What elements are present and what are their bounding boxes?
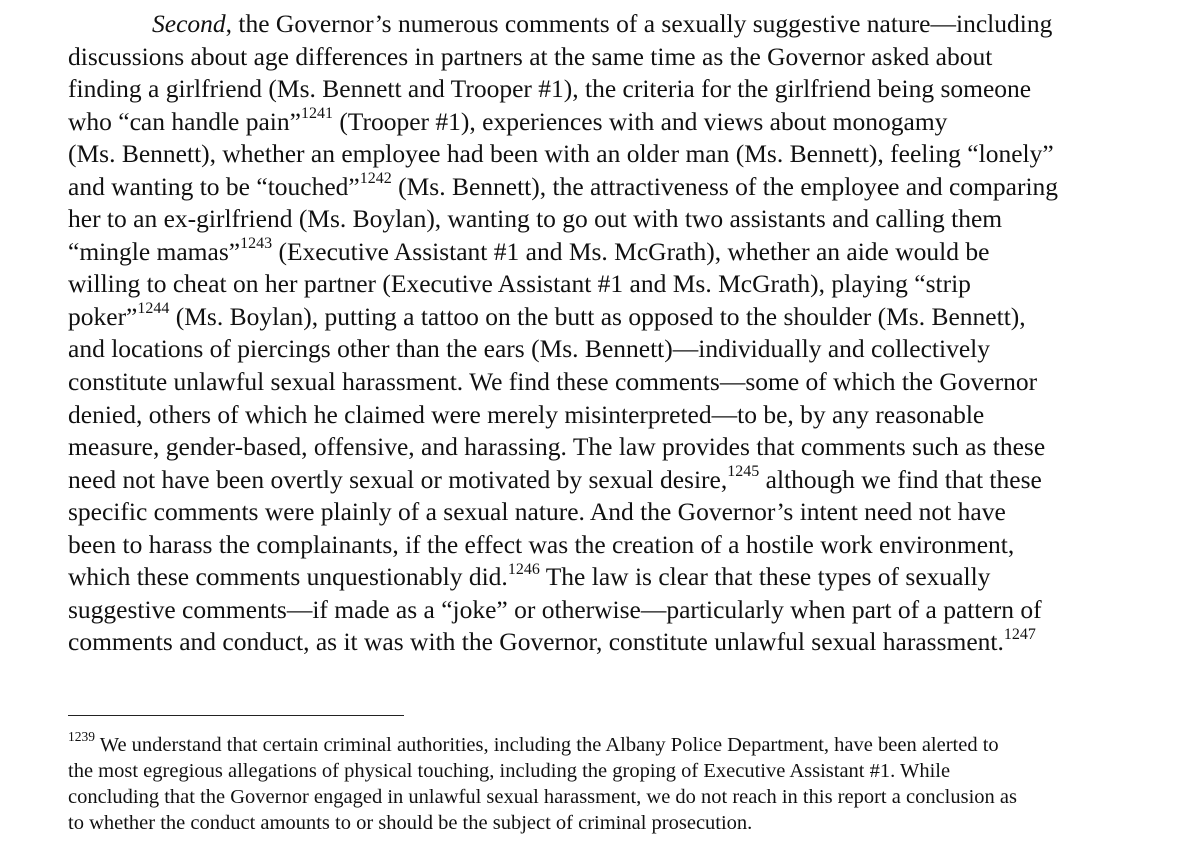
footnote-ref: 1246: [507, 560, 540, 578]
footnote-line: the most egregious allegations of physical touching, including the groping of Executive Assistant #1. While: [68, 760, 951, 782]
footnote-ref: 1243: [240, 235, 273, 253]
paragraph-line: willing to cheat on her partner (Executive Assistant #1 and Ms. McGrath), playing “strip: [68, 269, 971, 299]
paragraph-line: which these comments unquestionably did.$^{1246}$ The law is clear that these types of sexually: [68, 560, 991, 592]
footnote: [68, 729, 1192, 836]
lead-word: Second: [152, 9, 226, 38]
paragraph-line: measure, gender-based, offensive, and harassing. The law provides that comments such as these: [68, 432, 1046, 462]
body-paragraph: [68, 8, 1192, 659]
paragraph-line: (Ms. Bennett), whether an employee had been with an older man (Ms. Bennett), feeling “lonely”: [68, 139, 1054, 169]
paragraph-line: been to harass the complainants, if the effect was the creation of a hostile work environment,: [68, 529, 1015, 559]
footnote-line: to whether the conduct amounts to or should be the subject of criminal prosecution.: [68, 812, 753, 834]
footnote-ref: 1242: [359, 170, 392, 188]
paragraph-line: Second, the Governor’s numerous comments of a sexually suggestive nature—including: [152, 9, 1053, 38]
footnote-ref: 1247: [1003, 625, 1036, 643]
paragraph-line: poker”$^{1244}$ (Ms. Boylan), putting a tattoo on the butt as opposed to the shoulder (Ms. Bennett),: [68, 300, 1026, 331]
paragraph-line: and locations of piercings other than the ears (Ms. Bennett)—individually and collectively: [68, 334, 990, 364]
footnote-separator: [68, 715, 404, 716]
footnote-line: concluding that the Governor engaged in unlawful sexual harassment, we do not reach in this report a conclusion as: [68, 786, 1017, 808]
paragraph-line: comments and conduct, as it was with the Governor, constitute unlawful sexual harassment.$^{1247}$: [68, 625, 1036, 657]
paragraph-line: discussions about age differences in partners at the same time as the Governor asked about: [68, 41, 993, 71]
footnote-ref: 1244: [137, 300, 170, 318]
paragraph-line: suggestive comments—if made as a “joke” or otherwise—particularly when part of a pattern of: [68, 594, 1042, 624]
paragraph-line: need not have been overtly sexual or motivated by sexual desire,$^{1245}$ although we find that these: [68, 463, 1042, 494]
footnote-number: 1239: [68, 729, 95, 745]
paragraph-line: and wanting to be “touched”$^{1242}$ (Ms. Bennett), the attractiveness of the employee and comparing: [68, 170, 1059, 201]
paragraph-line: “mingle mamas”$^{1243}$ (Executive Assistant #1 and Ms. McGrath), whether an aide would be: [68, 235, 990, 266]
paragraph-line: who “can handle pain”$^{1241}$ (Trooper #1), experiences with and views about monogamy: [68, 105, 948, 136]
paragraph-line: finding a girlfriend (Ms. Bennett and Trooper #1), the criteria for the girlfriend being someone: [68, 74, 1032, 104]
footnote-line: $^{1239}$ We understand that certain criminal authorities, including the Albany Police Department, have been alerted to: [68, 729, 999, 756]
footnote-ref: 1241: [300, 105, 333, 123]
paragraph-line: her to an ex-girlfriend (Ms. Boylan), wanting to go out with two assistants and calling them: [68, 204, 1003, 234]
paragraph-line: specific comments were plainly of a sexual nature. And the Governor’s intent need not have: [68, 497, 1006, 527]
footnote-ref: 1245: [727, 463, 760, 481]
paragraph-line: denied, others of which he claimed were merely misinterpreted—to be, by any reasonable: [68, 399, 985, 429]
paragraph-line: constitute unlawful sexual harassment. We find these comments—some of which the Governor: [68, 367, 1038, 397]
